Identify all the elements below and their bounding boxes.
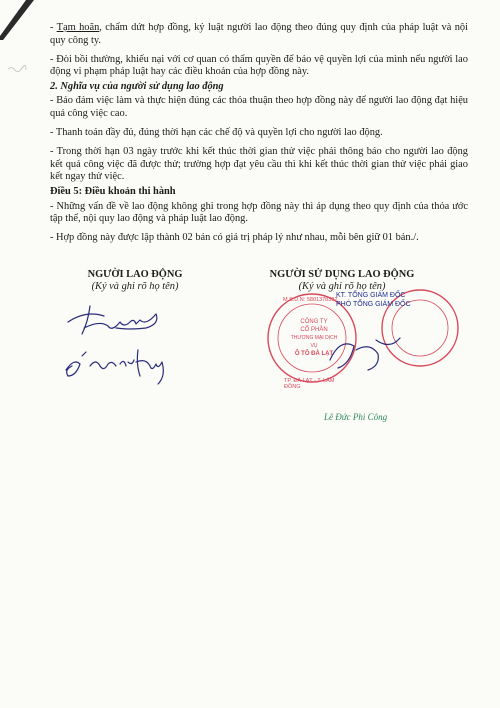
employer-duty-2: - Thanh toán đầy đủ, đúng thời hạn các chế độ và quyền lợi cho người lao động. — [50, 127, 383, 139]
employer-signer-name: Lê Đức Phi Công — [324, 412, 388, 422]
employer-duty-1: - Bảo đảm việc làm và thực hiện đúng các thỏa thuận theo hợp đồng này để người lao động đạt hiệu quả công việc cao. — [50, 95, 468, 120]
contract-body — [50, 22, 468, 251]
seal-ring-bottom-text: TP. ĐÀ LẠT - T. LÂM ĐỒNG — [284, 378, 335, 390]
employer-right-suspend: - Tạm hoãn, chấm dứt hợp đồng, kỷ luật người lao động theo đúng quy định của pháp luật và nội quy công ty. — [50, 22, 468, 46]
employee-signature — [60, 300, 180, 390]
employee-signature-block — [50, 269, 220, 292]
seal-ring-top-text: M.S.D.N: 5801378392 — [283, 297, 338, 303]
seal-center-text: CÔNG TY CỔ PHẦN THƯƠNG MẠI DỊCH VỤ Ô TÔ ĐÀ LẠT — [290, 319, 338, 357]
employer-note: (Ký và ghi rõ họ tên) — [298, 281, 386, 292]
deputy-stamp: KT. TỔNG GIÁM ĐỐC PHÓ TỔNG GIÁM ĐỐC — [336, 292, 411, 308]
article-5-heading: Điều 5: Điều khoản thi hành — [50, 186, 176, 198]
scan-artifact — [6, 62, 28, 76]
employee-note: (Ký và ghi rõ họ tên) — [91, 281, 179, 292]
article-5-item-2: - Hợp đồng này được lập thành 02 bản có giá trị pháp lý như nhau, mỗi bên giữ 01 bản./. — [50, 232, 419, 244]
employer-title: NGƯỜI SỬ DỤNG LAO ĐỘNG — [269, 269, 415, 280]
employer-right-compensation: - Đòi bồi thường, khiếu nại với cơ quan có thẩm quyền để bảo vệ quyền lợi của mình nếu người lao động vi phạm pháp luật hay các điều khoản của hợp đồng này. — [50, 53, 468, 78]
section-2-heading: 2. Nghĩa vụ của người sử dụng lao động — [50, 80, 224, 92]
corner-mark — [0, 0, 40, 40]
employer-signature — [320, 320, 410, 390]
employer-duty-3: - Trong thời hạn 03 ngày trước khi kết thúc thời gian thử việc phải thông báo cho người lao động kết quả công việc đã được thử; trường hợp đạt yêu cầu thì khi kết thúc thời gian thử việc phải giao kết ngay thử việc. — [50, 146, 468, 183]
article-5-item-1: - Những vấn đề về lao động không ghi trong hợp đồng này thì áp dụng theo quy định của thỏa ước tập thể, nội quy lao động và pháp luật lao động. — [50, 200, 468, 225]
employee-title: NGƯỜI LAO ĐỘNG — [87, 269, 183, 280]
